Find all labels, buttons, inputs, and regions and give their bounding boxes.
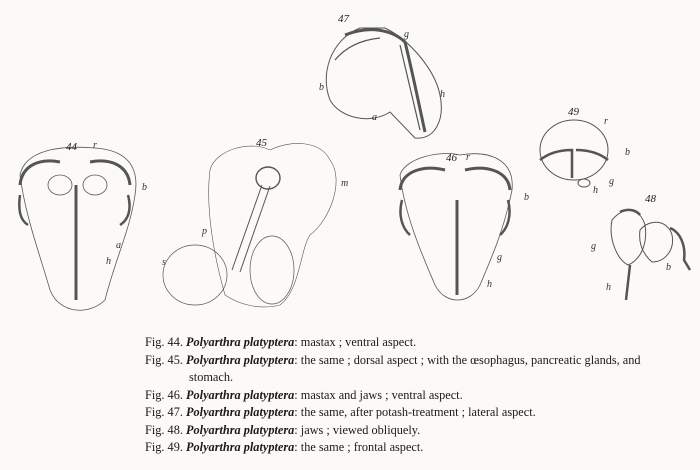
caption-fig-number: Fig. 45. [145,352,183,367]
figure-48 [591,193,690,300]
fig44-manubria [19,195,129,225]
fig45-gland-left [163,245,227,305]
fig49-label-g: g [609,176,614,187]
caption-text: : jaws ; viewed obliquely. [294,422,421,437]
figure-44 [19,140,147,310]
caption-text: : mastax and jaws ; ventral aspect. [294,387,463,402]
fig44-outline [20,147,136,310]
fig44-eye-left [48,175,72,195]
fig45-label-m: m [341,178,349,189]
fig48-manubria [620,210,690,300]
fig46-manubria [400,200,509,235]
caption-fig-47 [145,404,685,422]
fig45-label-p: p [202,226,207,237]
fig46-label-r: r [466,152,470,163]
figure-captions [145,334,685,457]
caption-species: Polyarthra platyptera [186,405,295,419]
fig46-label-b: b [524,192,529,203]
fig48-label-h: h [606,282,611,293]
fig44-eye-right [83,175,107,195]
fig44-label-r: r [93,140,97,151]
fig46-label-h: h [487,279,492,290]
caption-text: : the same ; frontal aspect. [294,440,424,454]
caption-fig-number: Fig. 47. [145,405,183,419]
caption-fig-46 [145,387,685,405]
caption-fig-48 [145,422,685,440]
fig48-number: 48 [645,193,656,205]
fig47-label-g: g [404,29,409,40]
fig49-label-h: h [593,185,598,196]
caption-species: Polyarthra platyptera [186,440,295,454]
fig46-number: 46 [446,152,457,164]
fig47-label-h: h [440,89,445,100]
fig49-arms [540,150,608,178]
fig48-label-g: g [591,241,596,252]
caption-fig-number: Fig. 48. [145,422,183,437]
fig45-stomach [256,167,280,189]
figure-46 [400,152,529,300]
fig49-number: 49 [568,106,579,118]
fig44-number: 44 [66,141,77,153]
caption-fig-49 [145,439,685,457]
fig45-number: 45 [256,137,267,149]
fig49-label-b: b [625,147,630,158]
fig49-body [540,120,608,180]
caption-text: : the same, after potash-treatment ; lateral aspect. [294,405,536,419]
fig47-label-b: b [319,82,324,93]
fig46-rami [400,168,510,190]
fig47-number: 47 [338,13,349,25]
caption-species: Polyarthra platyptera [186,352,295,367]
caption-species: Polyarthra platyptera [186,335,295,349]
fig48-jaw-left [611,210,646,265]
figure-49 [540,106,630,196]
fig47-band [345,30,425,132]
caption-species: Polyarthra platyptera [186,422,295,437]
fig44-rami [20,161,130,185]
fig49-bulb [578,179,590,187]
fig44-label-h: h [106,256,111,267]
caption-text: : the same ; dorsal aspect ; with the œsophagus, pancreatic glands, and stomach. [189,352,641,384]
fig44-label-a: a [116,240,121,251]
figure-45 [162,137,348,307]
fig44-label-b: b [142,182,147,193]
caption-fig-45 [145,352,685,387]
caption-fig-number: Fig. 46. [145,387,183,402]
caption-fig-number: Fig. 44. [145,335,183,349]
caption-text: : mastax ; ventral aspect. [294,335,417,349]
fig45-gland-right [250,236,294,304]
fig46-label-g: g [497,252,502,263]
fig45-label-s: s [162,257,166,268]
caption-fig-number: Fig. 49. [145,440,183,454]
figure-47 [319,13,445,138]
caption-species: Polyarthra platyptera [186,387,295,402]
fig49-label-r: r [604,116,608,127]
caption-fig-44 [145,334,685,352]
fig47-label-a: a [372,112,377,123]
fig48-label-b: b [666,262,671,273]
